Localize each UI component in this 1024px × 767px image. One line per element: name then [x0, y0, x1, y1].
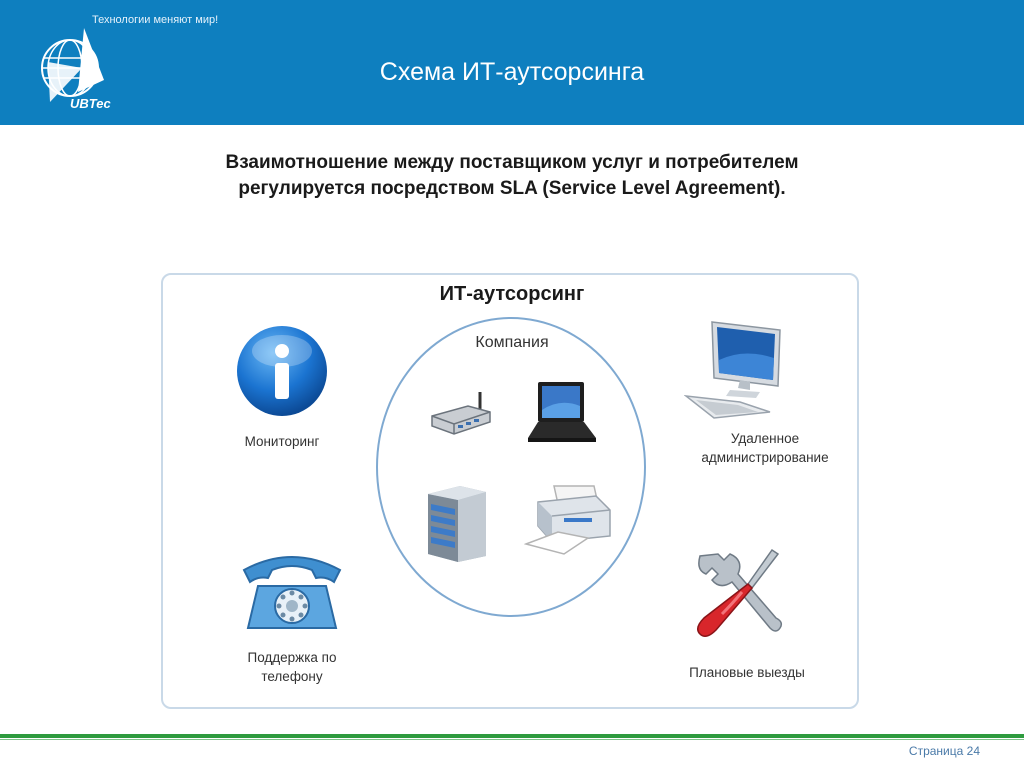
tools-icon	[692, 548, 784, 640]
remote-admin-label	[690, 429, 840, 467]
monitoring-label: Мониторинг	[244, 434, 320, 449]
subtitle-line-2: регулируется посредством SLA (Service Level Agreement).	[238, 178, 786, 199]
computer-icon	[684, 320, 784, 420]
laptop-icon	[524, 380, 598, 444]
footer-divider-thin	[0, 739, 1024, 740]
slide-title: Схема ИТ-аутсорсинга	[379, 58, 645, 86]
remote-admin-line-1: Удаленное	[730, 431, 800, 446]
diagram-title: ИТ-аутсорсинг	[439, 283, 585, 305]
router-icon	[428, 390, 494, 436]
printer-icon	[524, 482, 612, 558]
footer-divider	[0, 734, 1024, 738]
company-label: Компания	[475, 334, 549, 351]
phone-support-line-2: телефону	[261, 669, 323, 684]
tagline: Технологии меняют мир!	[92, 14, 219, 26]
remote-admin-line-2: администрирование	[701, 450, 829, 465]
info-icon	[234, 323, 330, 419]
svg-text:UBTec: UBTec	[70, 96, 111, 111]
company-circle	[376, 317, 646, 617]
subtitle-line-1: Взаимотношение между поставщиком услуг и потребителем	[225, 152, 799, 173]
subtitle	[80, 150, 944, 202]
planned-visits-label: Плановые выезды	[689, 665, 805, 680]
phone-support-line-1: Поддержка по	[247, 650, 337, 665]
telephone-icon	[238, 548, 346, 632]
page-number: Страница 24	[908, 744, 980, 758]
server-icon	[424, 482, 490, 564]
phone-support-label	[222, 648, 362, 686]
